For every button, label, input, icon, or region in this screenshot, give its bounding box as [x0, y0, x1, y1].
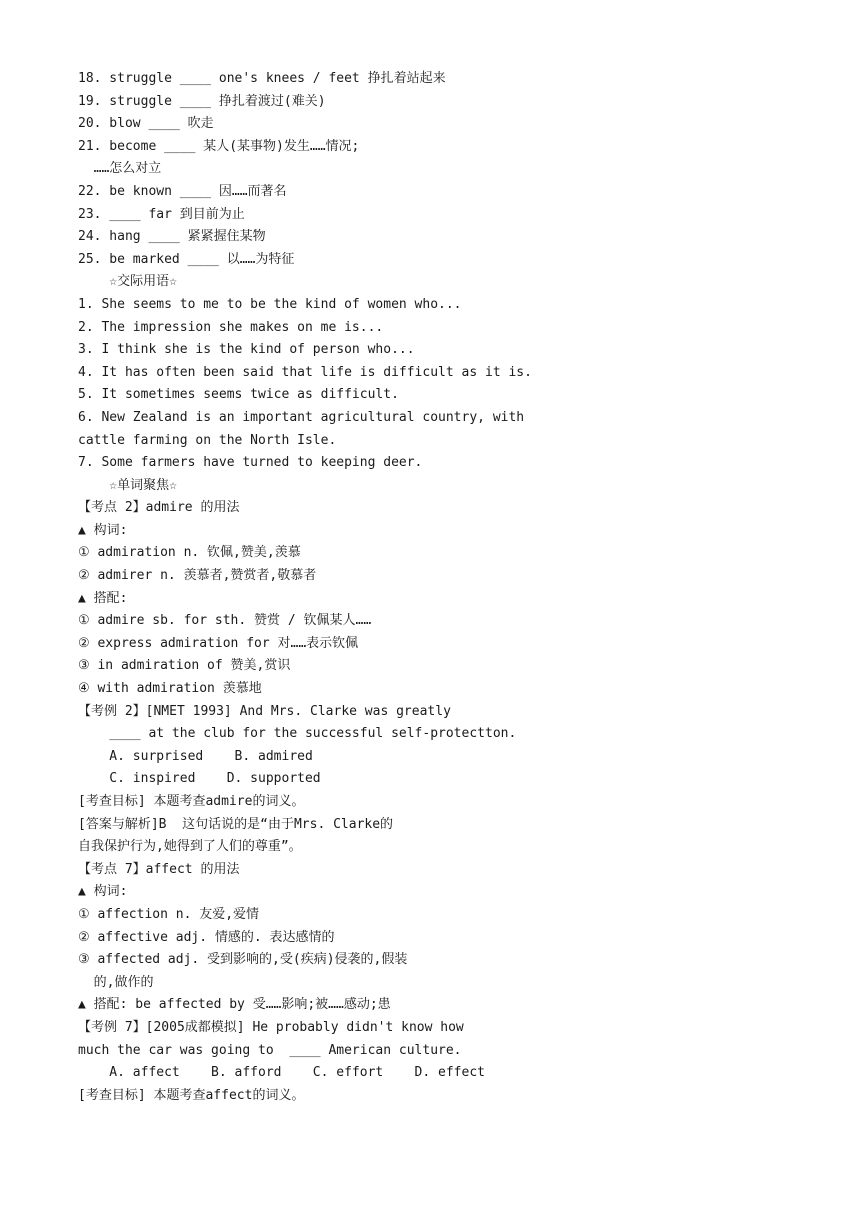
- text-line: A. surprised B. admired: [78, 748, 313, 764]
- text-line: ▲ 构词:: [78, 522, 128, 538]
- text-line: 3. I think she is the kind of person who...: [78, 342, 415, 358]
- text-line: 2. The impression she makes on me is...: [78, 319, 384, 335]
- text-line: 20. blow ____ 吹走: [78, 116, 214, 132]
- text-line: 1. She seems to me to be the kind of women who...: [78, 296, 462, 312]
- text-line: ③ in admiration of 赞美,赏识: [78, 658, 291, 674]
- text-line: ……怎么对立: [78, 161, 162, 177]
- text-line: ② admirer n. 羡慕者,赞赏者,敬慕者: [78, 568, 317, 584]
- text-line: 【考点 2】admire 的用法: [78, 500, 240, 516]
- text-line: 的,做作的: [78, 974, 154, 990]
- text-line: 5. It sometimes seems twice as difficult.: [78, 387, 399, 403]
- text-line: ④ with admiration 羡慕地: [78, 681, 262, 697]
- text-line: [答案与解析]B 这句话说的是“由于Mrs. Clarke的: [78, 816, 394, 832]
- text-line: 6. New Zealand is an important agricultural country, with: [78, 409, 525, 425]
- text-line: ① admire sb. for sth. 赞赏 / 钦佩某人……: [78, 613, 372, 629]
- text-line: ② affective adj. 情感的. 表达感情的: [78, 929, 335, 945]
- text-line: 23. ____ far 到目前为止: [78, 206, 245, 222]
- text-line: [考查目标] 本题考查affect的词义。: [78, 1087, 305, 1103]
- text-line: 【考点 7】affect 的用法: [78, 861, 240, 877]
- text-line: cattle farming on the North Isle.: [78, 432, 337, 448]
- text-line: 4. It has often been said that life is difficult as it is.: [78, 364, 532, 380]
- text-line: 21. become ____ 某人(某事物)发生……情况;: [78, 138, 360, 154]
- text-line: [考查目标] 本题考查admire的词义。: [78, 794, 305, 809]
- text-line: ☆单词聚焦☆: [78, 477, 177, 493]
- text-line: 【考例 7】[2005成都模拟] He probably didn't know how: [78, 1019, 464, 1035]
- text-line: ▲ 构词:: [78, 884, 128, 900]
- text-line: 7. Some farmers have turned to keeping deer.: [78, 455, 423, 471]
- text-line: 18. struggle ____ one's knees / feet 挣扎着站起来: [78, 71, 446, 86]
- text-line: ☆交际用语☆: [78, 274, 177, 290]
- document-page: [78, 68, 818, 1107]
- text-line: 22. be known ____ 因……而著名: [78, 183, 287, 199]
- text-line: 24. hang ____ 紧紧握住某物: [78, 229, 266, 245]
- text-line: ③ affected adj. 受到影响的,受(疾病)侵袭的,假装: [78, 952, 408, 968]
- text-line: ① admiration n. 钦佩,赞美,羡慕: [78, 545, 301, 561]
- text-line: ① affection n. 友爱,爱情: [78, 906, 260, 922]
- text-line: A. affect B. afford C. effort D. effect: [78, 1065, 485, 1081]
- text-line: 【考例 2】[NMET 1993] And Mrs. Clarke was greatly: [78, 703, 451, 719]
- text-line: 19. struggle ____ 挣扎着渡过(难关): [78, 93, 326, 109]
- text-line: ② express admiration for 对……表示钦佩: [78, 635, 359, 651]
- text-line: 25. be marked ____ 以……为特征: [78, 251, 295, 267]
- text-line: ▲ 搭配:: [78, 590, 128, 606]
- text-line: ▲ 搭配: be affected by 受……影响;被……感动;患: [78, 997, 391, 1013]
- text-line: ____ at the club for the successful self-protectton.: [78, 726, 517, 742]
- text-line: 自我保护行为,她得到了人们的尊重”。: [78, 839, 302, 855]
- text-line: much the car was going to ____ American culture.: [78, 1042, 462, 1058]
- text-line: C. inspired D. supported: [78, 771, 321, 787]
